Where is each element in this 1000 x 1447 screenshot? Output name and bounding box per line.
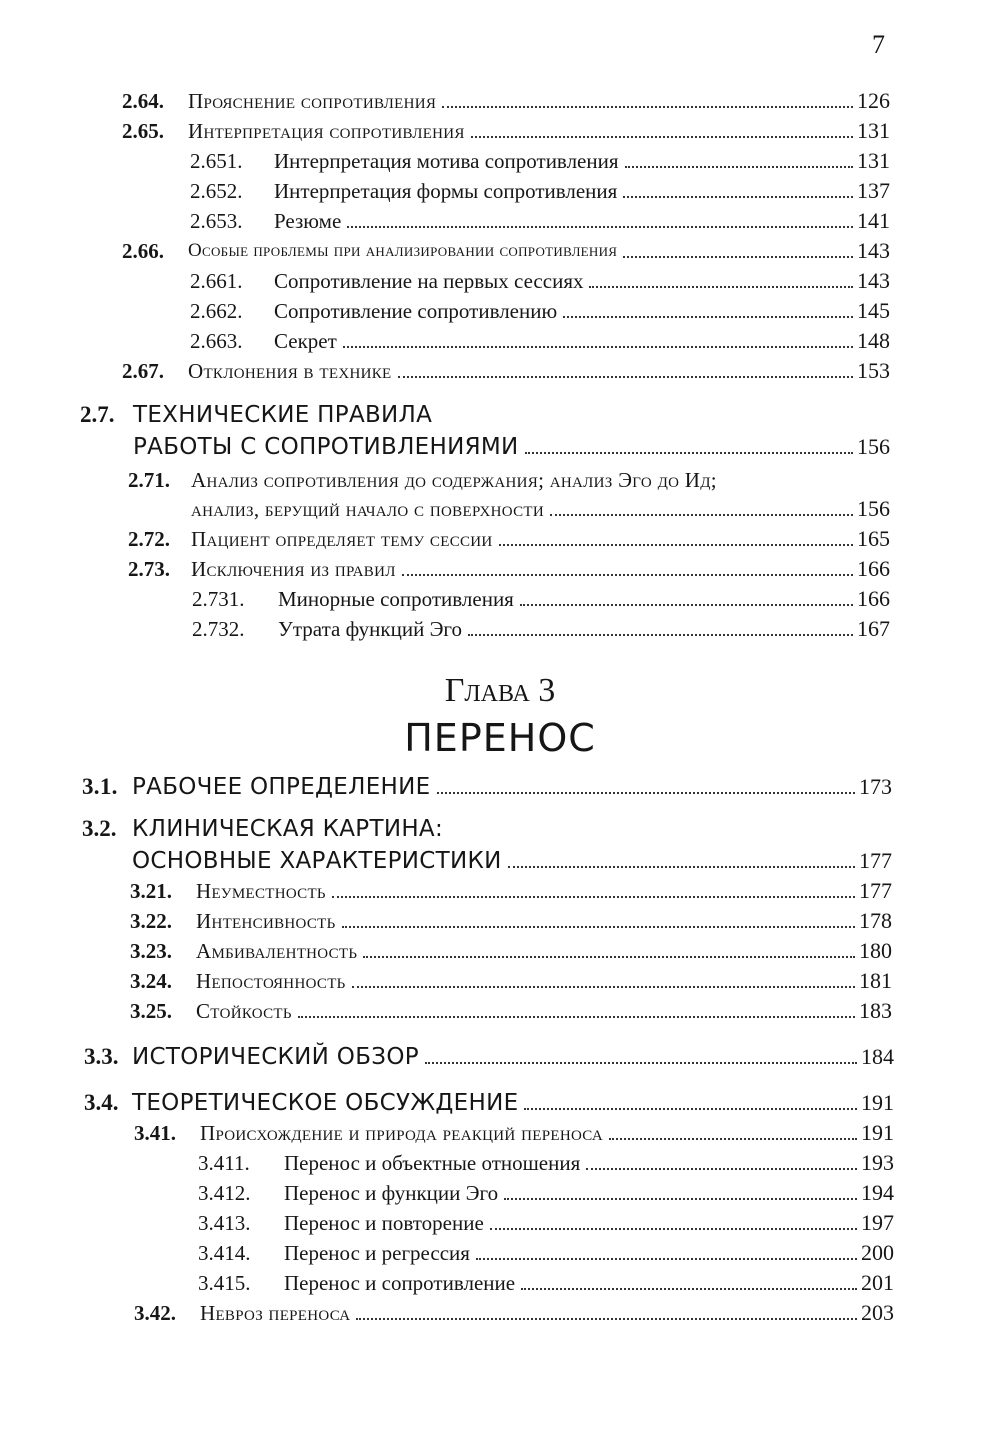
- entry-number: 3.42.: [134, 1301, 176, 1325]
- entry-number: 2.72.: [128, 527, 170, 551]
- section-number: 3.4.: [84, 1090, 119, 1115]
- entry-page: 137: [857, 178, 890, 203]
- entry-number: 2.65.: [122, 119, 164, 143]
- toc-entry: [190, 324, 890, 354]
- entry-page: 183: [859, 998, 892, 1023]
- toc-entry: [122, 84, 890, 114]
- toc-entry: [190, 174, 890, 204]
- entry-page: 143: [857, 268, 890, 293]
- entry-title: Неуместность: [196, 879, 326, 903]
- toc-entry: [198, 1176, 894, 1206]
- entry-number: 3.41.: [134, 1121, 176, 1145]
- entry-title: Пациент определяет тему сессии: [191, 527, 493, 551]
- entry-title: Перенос и объектные отношения: [284, 1151, 581, 1175]
- entry-title: Перенос и повторение: [284, 1211, 484, 1235]
- entry-page: 180: [859, 938, 892, 963]
- entry-number: 3.24.: [130, 969, 172, 993]
- entry-number: 3.411.: [198, 1151, 250, 1175]
- entry-number: 3.22.: [130, 909, 172, 933]
- entry-number: 2.652.: [190, 179, 243, 203]
- entry-title: Интерпретация мотива сопротивления: [274, 149, 619, 173]
- section-page: 156: [857, 434, 890, 459]
- toc-entry: [130, 874, 892, 904]
- entry-page: 165: [857, 526, 890, 551]
- dot-leader: [298, 1016, 855, 1018]
- entry-number: 2.653.: [190, 209, 243, 233]
- section-title: ТЕОРЕТИЧЕСКОЕ ОБСУЖДЕНИЕ: [132, 1090, 519, 1116]
- entry-title: Интерпретация сопротивления: [188, 119, 465, 143]
- dot-leader: [550, 514, 853, 516]
- entry-page: 193: [861, 1150, 894, 1175]
- entry-number: 3.23.: [130, 939, 172, 963]
- toc-entry: [134, 1296, 894, 1326]
- section-number: 3.3.: [84, 1044, 119, 1069]
- dot-leader: [342, 926, 855, 928]
- section-page: 184: [861, 1044, 894, 1069]
- section-title-line2: ОСНОВНЫЕ ХАРАКТЕРИСТИКИ: [132, 848, 502, 874]
- dot-leader: [525, 452, 853, 454]
- toc-entry: [190, 264, 890, 294]
- entry-title: Прояснение сопротивления: [188, 89, 437, 113]
- toc-entry: [122, 234, 890, 264]
- section-heading: [84, 1086, 894, 1116]
- entry-page: 166: [857, 586, 890, 611]
- entry-number: 2.71.: [128, 468, 170, 492]
- entry-page: 201: [861, 1270, 894, 1295]
- toc-entry: [128, 552, 890, 582]
- entry-page: 167: [857, 616, 890, 641]
- entry-number: 2.732.: [192, 617, 245, 641]
- dot-leader: [520, 604, 853, 606]
- entry-page: 200: [861, 1240, 894, 1265]
- dot-leader: [402, 574, 853, 576]
- section-number: 3.1.: [82, 774, 118, 799]
- toc-entry: [198, 1236, 894, 1266]
- entry-page: 178: [859, 908, 892, 933]
- entry-page: 131: [857, 148, 890, 173]
- dot-leader: [563, 316, 853, 318]
- entry-page: 203: [861, 1300, 894, 1325]
- dot-leader: [471, 136, 853, 138]
- toc-entry: [190, 144, 890, 174]
- dot-leader: [609, 1138, 857, 1140]
- toc-entry: [190, 204, 890, 234]
- dot-leader: [490, 1228, 857, 1230]
- dot-leader: [437, 792, 856, 794]
- entry-number: 2.67.: [122, 359, 164, 383]
- toc-entry: [130, 994, 892, 1024]
- entry-title-line2: анализ, берущий начало с поверхности: [191, 497, 545, 521]
- entry-title: Сопротивление на первых сессиях: [274, 269, 584, 293]
- entry-number: 2.731.: [192, 587, 245, 611]
- dot-leader: [623, 256, 853, 258]
- entry-page: 143: [857, 238, 890, 263]
- chapter-title: ПЕРЕНОС: [404, 716, 596, 760]
- dot-leader: [508, 866, 855, 868]
- toc-entry: [122, 114, 890, 144]
- section-title-line2: РАБОТЫ С СОПРОТИВЛЕНИЯМИ: [133, 434, 519, 460]
- entry-title: Отклонения в технике: [188, 359, 392, 383]
- dot-leader: [347, 226, 853, 228]
- dot-leader: [352, 986, 855, 988]
- entry-page: 131: [857, 118, 890, 143]
- entry-title: Секрет: [274, 329, 337, 353]
- entry-title: Особые проблемы при анализировании сопротивления: [188, 240, 618, 261]
- dot-leader: [504, 1198, 857, 1200]
- entry-title: Утрата функций Эго: [278, 617, 463, 641]
- entry-number: 2.662.: [190, 299, 243, 323]
- entry-number: 2.651.: [190, 149, 243, 173]
- dot-leader: [398, 376, 854, 378]
- entry-title: Стойкость: [196, 999, 292, 1023]
- dot-leader: [425, 1062, 857, 1064]
- dot-leader: [476, 1258, 857, 1260]
- dot-leader: [586, 1168, 857, 1170]
- entry-number: 3.415.: [198, 1271, 251, 1295]
- entry-number: 3.25.: [130, 999, 172, 1023]
- entry-page: 141: [857, 208, 890, 233]
- entry-page: 145: [857, 298, 890, 323]
- toc-entry: [134, 1116, 894, 1146]
- section-title-line1: ТЕХНИЧЕСКИЕ ПРАВИЛА: [133, 402, 433, 428]
- section-page: 191: [861, 1090, 894, 1115]
- entry-page: 166: [857, 556, 890, 581]
- dot-leader: [524, 1108, 857, 1110]
- entry-title: Перенос и сопротивление: [284, 1271, 516, 1295]
- toc-entry: [198, 1266, 894, 1296]
- entry-number: 3.414.: [198, 1241, 251, 1265]
- entry-number: 3.21.: [130, 879, 172, 903]
- entry-title-line1: Анализ сопротивления до содержания; анализ Эго до Ид;: [191, 468, 717, 492]
- entry-page: 126: [857, 88, 890, 113]
- entry-title: Перенос и регрессия: [284, 1241, 470, 1265]
- dot-leader: [623, 196, 853, 198]
- section-page: 173: [859, 774, 892, 799]
- entry-number: 2.64.: [122, 89, 164, 113]
- dot-leader: [442, 106, 853, 108]
- entry-title: Сопротивление сопротивлению: [274, 299, 558, 323]
- entry-page: 194: [861, 1180, 894, 1205]
- section-title-line1: КЛИНИЧЕСКАЯ КАРТИНА:: [132, 816, 444, 842]
- toc-entry: [190, 294, 890, 324]
- toc-entry: [130, 964, 892, 994]
- section-heading: [82, 770, 892, 800]
- dot-leader: [499, 544, 853, 546]
- entry-number: 2.66.: [122, 239, 164, 263]
- entry-page: 153: [857, 358, 890, 383]
- entry-title: Невроз переноса: [200, 1301, 351, 1325]
- section-number: 3.2.: [82, 816, 117, 841]
- toc-entry: [128, 522, 890, 552]
- entry-number: 3.412.: [198, 1181, 251, 1205]
- toc-entry: [191, 492, 890, 522]
- entry-title: Резюме: [274, 209, 342, 233]
- entry-title: Интерпретация формы сопротивления: [274, 179, 618, 203]
- entry-title: Амбивалентность: [196, 939, 358, 963]
- entry-number: 2.663.: [190, 329, 243, 353]
- dot-leader: [589, 286, 853, 288]
- section-page: 177: [859, 848, 892, 873]
- toc-entry: [198, 1206, 894, 1236]
- dot-leader: [343, 346, 853, 348]
- entry-page: 148: [857, 328, 890, 353]
- section-heading: [84, 1040, 894, 1070]
- dot-leader: [625, 166, 853, 168]
- entry-page: 181: [859, 968, 892, 993]
- entry-number: 2.661.: [190, 269, 243, 293]
- toc-entry: [192, 612, 890, 642]
- chapter-label: Глава 3: [444, 672, 556, 709]
- entry-page: 156: [857, 496, 890, 521]
- dot-leader: [356, 1318, 857, 1320]
- section-number: 2.7.: [80, 402, 115, 427]
- entry-title: Перенос и функции Эго: [284, 1181, 499, 1205]
- dot-leader: [468, 634, 853, 636]
- entry-page: 177: [859, 878, 892, 903]
- entry-title: Происхождение и природа реакций переноса: [200, 1121, 603, 1145]
- entry-page: 197: [861, 1210, 894, 1235]
- dot-leader: [521, 1288, 857, 1290]
- dot-leader: [363, 956, 855, 958]
- entry-page: 191: [861, 1120, 894, 1145]
- entry-title: Исключения из правил: [191, 557, 396, 581]
- toc-entry: [122, 354, 890, 384]
- section-title: ИСТОРИЧЕСКИЙ ОБЗОР: [132, 1044, 419, 1070]
- toc-entry: [192, 582, 890, 612]
- section-heading: [133, 430, 890, 460]
- toc-entry: [130, 904, 892, 934]
- entry-title: Интенсивность: [196, 909, 336, 933]
- page-number: 7: [872, 30, 885, 59]
- toc-entry: [130, 934, 892, 964]
- entry-title: Минорные сопротивления: [278, 587, 514, 611]
- toc-entry: [198, 1146, 894, 1176]
- section-heading: [132, 844, 892, 874]
- entry-title: Непостоянность: [196, 969, 346, 993]
- section-title: РАБОЧЕЕ ОПРЕДЕЛЕНИЕ: [132, 774, 431, 800]
- entry-number: 3.413.: [198, 1211, 251, 1235]
- entry-number: 2.73.: [128, 557, 170, 581]
- dot-leader: [332, 896, 855, 898]
